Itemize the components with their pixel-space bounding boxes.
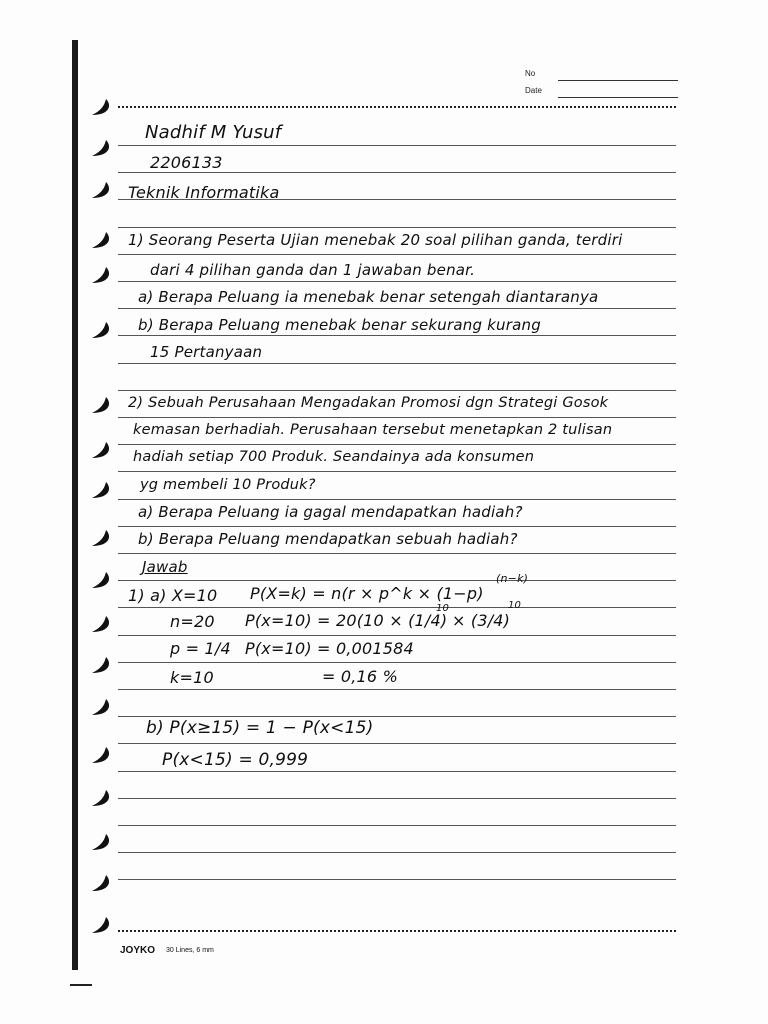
- date-label: Date: [525, 86, 542, 95]
- ruled-line: [118, 499, 676, 500]
- answer-k-value: k=10: [170, 668, 214, 687]
- ruled-line: [118, 607, 676, 608]
- no-label: No: [525, 69, 536, 78]
- q2-line3: hadiah setiap 700 Produk. Seandainya ada konsumen: [133, 449, 535, 465]
- answer-a-formula1-exponent: (n−k): [496, 572, 529, 585]
- q1-line3: a) Berapa Peluang ia menebak benar setengah diantaranya: [138, 288, 599, 306]
- binder-ring-icon: [88, 395, 112, 415]
- binder-ring-icon: [88, 480, 112, 500]
- ruled-line: [118, 145, 676, 146]
- binder-ring-icon: [88, 614, 112, 634]
- department: Teknik Informatika: [128, 183, 280, 202]
- answer-heading: Jawab: [142, 558, 188, 576]
- q1-line4: b) Berapa Peluang menebak benar sekurang kurang: [138, 316, 541, 334]
- brand-logo: JOYKO: [120, 945, 156, 956]
- binder-ring-icon: [88, 180, 112, 200]
- q1-line1: 1) Seorang Peserta Ujian menebak 20 soal pilihan ganda, terdiri: [128, 231, 623, 249]
- ruled-line: [118, 526, 676, 527]
- ruled-line: [118, 553, 676, 554]
- binder-ring-icon: [88, 230, 112, 250]
- answer-b-line2: P(x<15) = 0,999: [162, 750, 309, 770]
- binder-ring-icon: [88, 528, 112, 548]
- q2-line4: yg membeli 10 Produk?: [140, 477, 316, 493]
- ruled-line: [118, 662, 676, 663]
- q2-line1: 2) Sebuah Perusahaan Mengadakan Promosi dgn Strategi Gosok: [128, 395, 609, 411]
- answer-a-result: = 0,16 %: [322, 667, 399, 686]
- answer-a-formula2-tail: × (3/4): [452, 611, 511, 630]
- binder-ring-icon: [88, 320, 112, 340]
- no-line: [558, 80, 678, 81]
- answer-a-label: 1) a) X=10: [128, 586, 218, 605]
- ruled-line: [118, 852, 676, 853]
- binder-ring-icon: [88, 265, 112, 285]
- ruled-line: [118, 417, 676, 418]
- ruled-line: [118, 281, 676, 282]
- ruled-line: [118, 689, 676, 690]
- binder-ring-icon: [88, 97, 112, 117]
- binder-ring-icon: [88, 440, 112, 460]
- q2-line6: b) Berapa Peluang mendapatkan sebuah hadiah?: [138, 530, 518, 548]
- student-id: 2206133: [150, 153, 223, 172]
- ruled-line: [118, 254, 676, 255]
- q2-line2: kemasan berhadiah. Perusahaan tersebut menetapkan 2 tulisan: [133, 422, 613, 438]
- ruled-line: [118, 879, 676, 880]
- ruled-line: [118, 308, 676, 309]
- binder-ring-icon: [88, 697, 112, 717]
- binder-ring-icon: [88, 655, 112, 675]
- ruled-line: [118, 635, 676, 636]
- binder-ring-icon: [88, 832, 112, 852]
- ruled-line: [118, 716, 676, 717]
- ruled-line: [118, 771, 676, 772]
- ruled-line: [118, 580, 676, 581]
- answer-a-formula2: P(x=10) = 20(10 × (1/4): [245, 611, 448, 630]
- answer-n-value: n=20: [170, 612, 215, 631]
- answer-b-line1: b) P(x≥15) = 1 − P(x<15): [146, 718, 374, 738]
- student-name: Nadhif M Yusuf: [145, 122, 282, 143]
- ruled-line: [118, 363, 676, 364]
- corner-mark: [70, 984, 92, 986]
- date-line: [558, 97, 678, 98]
- ruled-line: [118, 743, 676, 744]
- binder-ring-icon: [88, 788, 112, 808]
- ruled-line: [118, 335, 676, 336]
- ruled-line: [118, 227, 676, 228]
- ruled-line: [118, 471, 676, 472]
- answer-a-formula3: P(x=10) = 0,001584: [245, 639, 414, 658]
- answer-a-formula2-exponent1: 10: [436, 603, 450, 614]
- ruled-line: [118, 444, 676, 445]
- binder-ring-icon: [88, 138, 112, 158]
- binder-ring-icon: [88, 873, 112, 893]
- top-dotted-rule: [118, 106, 676, 108]
- ruled-line: [118, 798, 676, 799]
- ruled-line: [118, 390, 676, 391]
- answer-a-formula2-exponent2: 10: [508, 600, 522, 611]
- brand-subtitle: 30 Lines, 6 mm: [166, 947, 214, 954]
- binding-edge: [72, 40, 78, 970]
- answer-a-formula1: P(X=k) = n(r × p^k × (1−p): [250, 584, 484, 603]
- answer-p-value: p = 1/4: [170, 639, 231, 658]
- q2-line5: a) Berapa Peluang ia gagal mendapatkan hadiah?: [138, 503, 523, 521]
- ruled-line: [118, 825, 676, 826]
- binder-ring-icon: [88, 570, 112, 590]
- bottom-dotted-rule: [118, 930, 676, 932]
- q1-line5: 15 Pertanyaan: [150, 343, 263, 361]
- binder-ring-icon: [88, 915, 112, 935]
- ruled-line: [118, 172, 676, 173]
- q1-line2: dari 4 pilihan ganda dan 1 jawaban benar.: [150, 261, 476, 279]
- binder-ring-icon: [88, 745, 112, 765]
